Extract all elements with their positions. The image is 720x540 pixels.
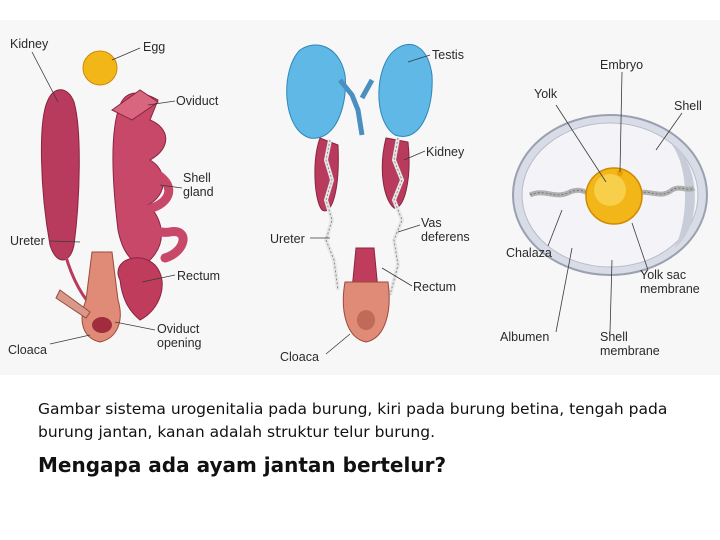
female-kidney-left: [41, 90, 79, 260]
label-shell-gland: Shell gland: [183, 171, 214, 199]
figure-caption: Gambar sistema urogenitalia pada burung, kiri pada burung betina, tengah pada burung jantan, kanan adalah struktur telur burung.: [38, 400, 668, 441]
testis-right: [379, 44, 432, 136]
label-oviduct-opening: Oviduct opening: [157, 322, 202, 350]
yolk-highlight: [594, 174, 626, 206]
urogenital-figure: [0, 20, 720, 375]
aorta-vessel: [340, 80, 372, 135]
label-male-cloaca: Cloaca: [280, 350, 319, 364]
label-yolk-sac-membrane: Yolk sac membrane: [640, 268, 700, 296]
label-oviduct: Oviduct: [176, 94, 219, 108]
question-text: Mengapa ada ayam jantan bertelur?: [38, 453, 447, 477]
label-shell-membrane: Shell membrane: [600, 330, 660, 358]
female-system: [32, 48, 183, 344]
testis-left: [287, 45, 346, 138]
label-albumen: Albumen: [500, 330, 550, 344]
label-male-ureter: Ureter: [270, 232, 305, 246]
label-egg: Egg: [143, 40, 166, 54]
label-female-cloaca: Cloaca: [8, 343, 47, 357]
egg-shape: [83, 51, 117, 85]
figure-drawing: [0, 20, 720, 375]
label-testis: Testis: [432, 48, 464, 62]
label-yolk: Yolk: [534, 87, 558, 101]
label-embryo: Embryo: [600, 58, 644, 72]
male-system: [287, 44, 432, 354]
label-vas-deferens: Vas deferens: [421, 216, 470, 244]
male-cloaca-opening: [357, 310, 375, 330]
label-female-kidney: Kidney: [10, 37, 49, 51]
label-male-kidney: Kidney: [426, 145, 465, 159]
cloaca-opening: [92, 317, 112, 333]
label-male-rectum: Rectum: [413, 280, 457, 294]
label-shell: Shell: [674, 99, 702, 113]
rectum-shape: [118, 258, 162, 320]
label-female-rectum: Rectum: [177, 269, 221, 283]
label-chalaza: Chalaza: [506, 246, 552, 260]
label-female-ureter: Ureter: [10, 234, 45, 248]
